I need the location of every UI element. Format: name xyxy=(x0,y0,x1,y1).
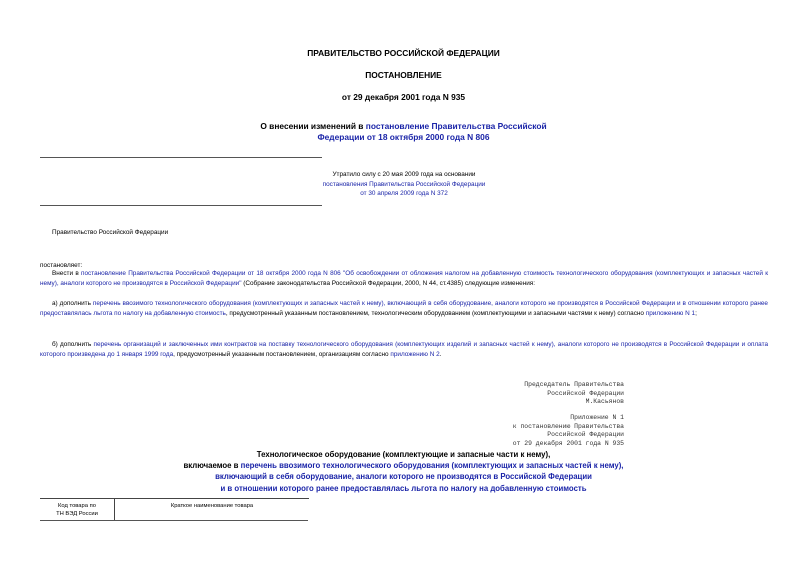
pa-end: ; xyxy=(695,310,697,318)
table-header-code-line2: ТН ВЭД России xyxy=(56,511,98,517)
p1-pre: Внести в xyxy=(52,270,82,277)
document-title xyxy=(0,121,807,143)
divider-bottom xyxy=(40,205,322,206)
appendix-title xyxy=(0,449,807,494)
appendix-ref-line2: к постановлению Правительства xyxy=(512,422,624,430)
appendix-title-line2-prefix: включаемое в xyxy=(183,461,241,471)
title-link-line1[interactable]: постановление Правительства Российской xyxy=(365,121,547,131)
paragraph-a xyxy=(40,299,768,320)
repeal-link2[interactable]: от 30 апреля 2009 года N 372 xyxy=(360,190,448,198)
p1-post: (Собрание законодательства Российской Федерации, 2000, N 44, ст.4385) следующие изменения: xyxy=(241,280,536,288)
repeal-line1: Утратило силу с 20 мая 2009 года на основании xyxy=(332,171,476,178)
pa-link-appendix-1[interactable]: приложению N 1 xyxy=(645,310,696,318)
repeal-link1[interactable]: постановления Правительства Российской Федерации xyxy=(322,180,486,188)
repeal-note xyxy=(290,170,518,199)
appendix-title-line1: Технологическое оборудование (комплектующие и запасные части к нему), xyxy=(256,450,551,459)
pb-end: . xyxy=(439,351,442,359)
pb-pre: б) дополнить xyxy=(52,341,94,348)
pa-mid: , предусмотренный указанным постановлением, технологическим оборудованием (комплектующими и запасными частями к нему) согласно xyxy=(225,310,646,318)
title-prefix: О внесении изменений в xyxy=(260,121,366,131)
body-decrees: постановляет: xyxy=(40,262,83,269)
title-link-line2[interactable]: Федерации от 18 октября 2000 года N 806 xyxy=(317,132,490,142)
government-heading: ПРАВИТЕЛЬСТВО РОССИЙСКОЙ ФЕДЕРАЦИИ xyxy=(307,48,500,58)
appendix-ref-line3: Российской Федерации xyxy=(547,431,624,439)
paragraph-main xyxy=(40,269,768,290)
appendix-ref-line1: Приложение N 1 xyxy=(570,414,624,421)
paragraph-b xyxy=(40,340,768,361)
signature-block xyxy=(440,381,624,407)
pa-pre: а) дополнить xyxy=(52,300,93,307)
table-header-code xyxy=(40,499,115,522)
pa-link-equipment-list[interactable]: перечень ввозимого технологического оборудования (комплектующих и запасных частей к нему), включающий в себя оборудование, аналоги которого не производятся в Российской Федерации и в отношении которого ранее предоставлялась льгота по налогу на добавленную стоимость xyxy=(40,300,768,318)
appendix-ref-line4: от 29 декабря 2001 года N 935 xyxy=(512,439,624,447)
document-type: ПОСТАНОВЛЕНИЕ xyxy=(365,70,442,80)
p1-link-decree-806[interactable]: постановление Правительства Российской Федерации от 18 октября 2000 года N 806 "Об освобождении от обложения налогом на добавленную стоимость технологического оборудования (комплектующих и запасных частей к нему), аналоги которого не производятся в Российской Федерации" xyxy=(40,270,769,288)
goods-table xyxy=(40,498,309,521)
body-government: Правительство Российской Федерации xyxy=(52,229,169,236)
signature-line3: М.Касьянов xyxy=(585,398,624,406)
appendix-title-link[interactable]: перечень ввозимого технологического оборудования (комплектующих и запасных частей к нему), xyxy=(240,461,624,471)
appendix-reference xyxy=(440,414,624,448)
table-header-name: Краткое наименование товара xyxy=(115,499,310,522)
appendix-title-line2 xyxy=(0,460,807,471)
appendix-title-line4: и в отношении которого ранее предоставлялась льгота по налогу на добавленную стоимость xyxy=(220,483,587,493)
signature-line2: Российской Федерации xyxy=(547,389,624,397)
pb-mid: , предусмотренный указанным постановлением, организациям согласно xyxy=(173,351,391,359)
table-header-row xyxy=(40,499,309,522)
document-date-number: от 29 декабря 2001 года N 935 xyxy=(341,92,466,102)
pb-link-organizations-list[interactable]: перечень организаций и заключенных ими контрактов на поставку технологического оборудования (комплектующих изделий и запасных частей к нему), аналоги которого не производятся в Российской Федерации и оплата которого произведена до 1 января 1999 года xyxy=(40,341,768,359)
divider-top xyxy=(40,157,322,158)
signature-line1: Председатель Правительства xyxy=(524,381,624,388)
appendix-title-line3: включающий в себя оборудование, аналоги которого не производятся в Российской Федерации xyxy=(215,472,592,482)
table-header-code-line1: Код товара по xyxy=(58,503,96,509)
pb-link-appendix-2[interactable]: приложению N 2 xyxy=(390,351,440,359)
table-bottom-rule xyxy=(40,520,308,521)
